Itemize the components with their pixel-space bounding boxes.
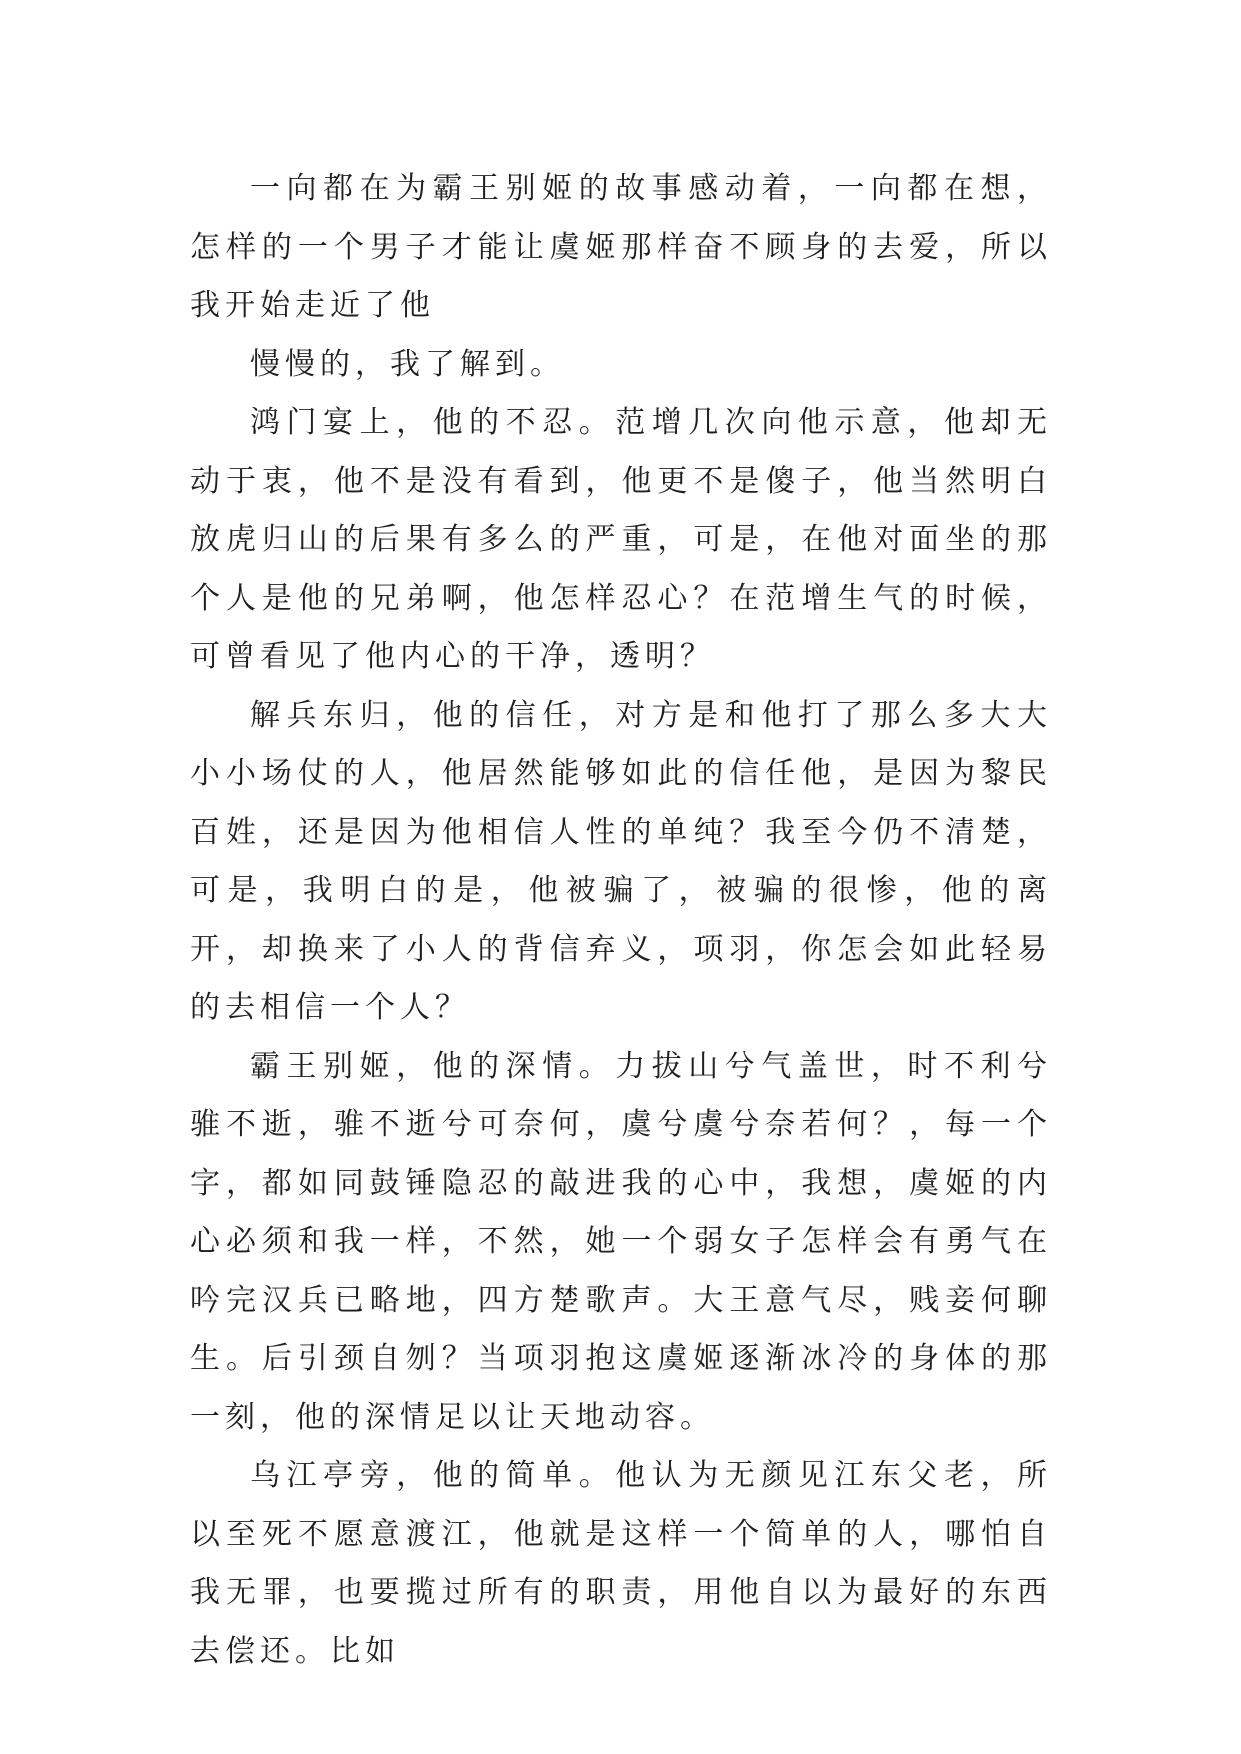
paragraph-1: 一向都在为霸王别姬的故事感动着，一向都在想，怎样的一个男子才能让虞姬那样奋不顾身的去爱，所以我开始走近了他: [190, 171, 1052, 323]
document-body: [190, 160, 1052, 1681]
paragraph-6: 乌江亭旁，他的简单。他认为无颜见江东父老，所以至死不愿意渡江，他就是这样一个简单的人，哪怕自我无罪，也要揽过所有的职责，用他自以为最好的东西去偿还。比如: [190, 1458, 1052, 1669]
paragraph-2: 慢慢的，我了解到。: [250, 346, 565, 382]
paragraph-4: 解兵东归，他的信任，对方是和他打了那么多大大小小场仗的人，他居然能够如此的信任他，是因为黎民百姓，还是因为他相信人性的单纯？我至今仍不清楚，可是，我明白的是，他被骗了，被骗的很惨，他的离开，却换来了小人的背信弃义，项羽，你怎会如此轻易的去相信一个人？: [190, 697, 1052, 1025]
paragraph-5: 霸王别姬，他的深情。力拔山兮气盖世，时不利兮骓不逝，骓不逝兮可奈何，虞兮虞兮奈若何？，每一个字，都如同鼓锤隐忍的敲进我的心中，我想，虞姬的内心必须和我一样，不然，她一个弱女子怎样会有勇气在吟完汉兵已略地，四方楚歌声。大王意气尽，贱妾何聊生。后引颈自刎？当项羽抱这虞姬逐渐冰冷的身体的那一刻，他的深情足以让天地动容。: [190, 1048, 1052, 1435]
paragraph-3: 鸿门宴上，他的不忍。范增几次向他示意，他却无动于衷，他不是没有看到，他更不是傻子，他当然明白放虎归山的后果有多么的严重，可是，在他对面坐的那个人是他的兄弟啊，他怎样忍心？在范增生气的时候，可曾看见了他内心的干净，透明？: [190, 405, 1052, 674]
